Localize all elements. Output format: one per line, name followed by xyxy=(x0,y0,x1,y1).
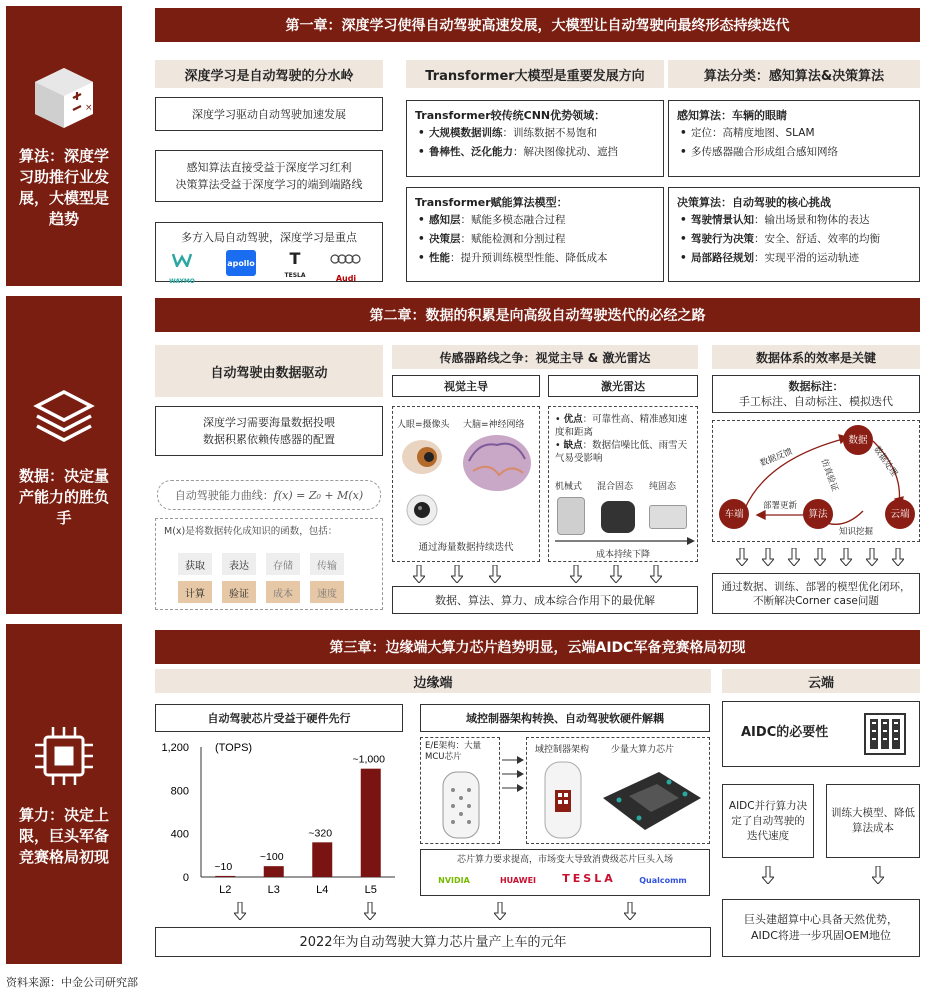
chip-board-icon xyxy=(599,768,705,834)
arrow-down-icon xyxy=(788,548,800,566)
lidar-type: 混合固态 xyxy=(597,482,634,492)
sidebar-algorithm xyxy=(6,6,122,286)
lidar-solid-icon xyxy=(649,505,687,529)
list-item: • 大规模数据训练：训练数据不易饱和 xyxy=(415,124,655,143)
mx-cell: 速度 xyxy=(310,581,344,603)
mx-cell: 验证 xyxy=(222,581,256,603)
cloud-box1: AIDC并行算力决定了自动驾驶的迭代速度 xyxy=(722,784,814,858)
chapter-2-title: 第二章：数据的积累是向高级自动驾驶迭代的必经之路 xyxy=(155,298,920,332)
list-item: • 决策层：赋能检测和分割过程 xyxy=(415,230,655,249)
ch1-col3-box2-title: 决策算法：自动驾驶的核心挑战 xyxy=(677,196,831,209)
arrow-down-icon xyxy=(866,548,878,566)
y-tick-label: 1,200 xyxy=(161,742,189,754)
bar xyxy=(264,866,284,877)
server-rack-icon xyxy=(863,712,907,756)
arrow-down-icon xyxy=(610,565,622,583)
vision-box xyxy=(392,406,540,562)
y-tick-label: 0 xyxy=(182,872,189,884)
chart-title: 自动驾驶芯片受益于硬件先行 xyxy=(155,704,403,732)
ch2-col2-bottom: 数据、算法、算力、成本综合作用下的最优解 xyxy=(392,586,698,614)
ch2-col3-title: 数据体系的效率是关键 xyxy=(712,345,920,369)
bar-chart xyxy=(155,735,405,901)
ch1-col2-box2 xyxy=(406,187,664,282)
cube-icon xyxy=(29,62,99,132)
sidebar-label: 数据：决定量产能力的胜负手 xyxy=(18,466,109,527)
car-topview-icon xyxy=(439,770,483,840)
data-label: ~10 xyxy=(214,860,233,873)
lidar-cons: • 缺点：数据信噪比低、雨雪天气易受影响 xyxy=(555,440,688,464)
lidar-pros: • 优点：可靠性高、精准感知速度和距离 xyxy=(555,414,688,438)
cost-note: 成本持续下降 xyxy=(595,550,650,560)
arrow-down-icon xyxy=(762,548,774,566)
apollo-logo-text: apollo xyxy=(227,258,255,268)
mx-label: M(x)是将数据转化成知识的函数，包括： xyxy=(164,526,338,537)
arrow-right-icon xyxy=(555,537,695,545)
car-topview-icon xyxy=(541,760,585,840)
x-tick-label: L4 xyxy=(316,884,329,896)
list-item: • 驾驶行为决策：安全、舒适、效率的均衡 xyxy=(677,230,911,249)
ch1-col2-title: Transformer大模型是重要发展方向 xyxy=(406,60,664,88)
vendors-note: 芯片算力要求提高，市场变大导致消费级芯片巨头入场 xyxy=(456,855,673,865)
edge-bottom: 2022年为自动驾驶大算力芯片量产上车的元年 xyxy=(155,927,711,957)
formula-label: 自动驾驶能力曲线： xyxy=(174,489,274,502)
ch2-col3-bottom: 通过数据、训练、部署的模型优化闭环，不断解决Corner case问题 xyxy=(712,573,920,614)
arrow-down-icon xyxy=(840,548,852,566)
list-item: • 性能：提升预训练模型性能、降低成本 xyxy=(415,249,655,268)
brain-label: 大脑=神经网络 xyxy=(463,420,525,430)
arrow-down-icon xyxy=(364,902,376,920)
lidar-hybrid-icon xyxy=(601,501,635,533)
aidc-box xyxy=(722,701,920,767)
ch1-col3-box1-title: 感知算法：车辆的眼睛 xyxy=(677,109,787,122)
vendors-box xyxy=(420,849,710,896)
ch2-col1-box1-line1: 深度学习需要海量数据投喂 xyxy=(203,416,335,429)
tesla-logo: TESLA xyxy=(562,872,616,885)
sidebar-compute xyxy=(6,624,122,964)
label-items: 手工标注、自动标注、模拟迭代 xyxy=(739,395,893,408)
arrow-down-icon xyxy=(413,565,425,583)
ch1-col1-box3-text: 多方入局自动驾驶，深度学习是重点 xyxy=(181,231,357,244)
ee-box xyxy=(420,737,500,844)
list-item: • 鲁棒性、泛化能力：解决图像扰动、遮挡 xyxy=(415,143,655,162)
formula: f(x) = Z₀ + M(x) xyxy=(273,488,364,502)
label-title: 数据标注： xyxy=(788,380,844,393)
waymo-logo-text: WAYMO xyxy=(169,278,195,285)
edge-label: 数据反馈 xyxy=(758,446,795,469)
tesla-logo: T TESLA xyxy=(278,251,312,284)
ch1-col3-box1 xyxy=(668,100,920,177)
camera-icon xyxy=(405,493,439,527)
data-label: ~1,000 xyxy=(352,753,385,766)
lidar-pros-cons xyxy=(555,413,695,465)
layers-icon xyxy=(29,382,99,452)
cloud-box2: 训练大模型、降低算法成本 xyxy=(826,784,920,858)
mx-cell: 存储 xyxy=(266,553,300,575)
apollo-logo xyxy=(226,250,256,276)
ch1-col2-box1 xyxy=(406,100,664,177)
aidc-title: AIDC的必要性 xyxy=(741,725,829,740)
ch1-col2-box1-title: Transformer较传统CNN优势领域： xyxy=(415,109,606,122)
arrow-down-icon xyxy=(650,565,662,583)
ch2-col1-box1-line2: 数据积累依赖传感器的配置 xyxy=(203,433,335,446)
list-item: • 驾驶情景认知：输出场景和物体的表达 xyxy=(677,211,911,230)
arrow-down-icon xyxy=(624,902,636,920)
lidar-mechanical-icon xyxy=(557,497,585,535)
ee-label: E/E架构：大量MCU芯片 xyxy=(425,741,482,762)
domain-title: 域控制器架构转换、自动驾驶软硬件解耦 xyxy=(420,704,710,732)
lidar-label: 激光雷达 xyxy=(548,375,698,397)
capability-formula xyxy=(157,480,381,510)
node-cloud: 云端 xyxy=(885,499,915,529)
vision-note: 通过海量数据持续迭代 xyxy=(418,542,514,553)
edge-label: 仿真验证 xyxy=(818,457,840,494)
list-item: • 局部路径规划：实现平滑的运动轨迹 xyxy=(677,249,911,268)
dc-label: 域控制器架构 xyxy=(535,745,590,755)
edge-label: 部署更新 xyxy=(763,501,798,511)
lidar-type: 机械式 xyxy=(555,482,583,492)
ch1-col3-title: 算法分类：感知算法&决策算法 xyxy=(668,60,920,88)
arrow-down-icon xyxy=(234,902,246,920)
ch2-col2-title: 传感器路线之争：视觉主导 & 激光雷达 xyxy=(392,345,698,369)
cloud-heading: 云端 xyxy=(722,669,920,693)
chip-label: 少量大算力芯片 xyxy=(611,745,675,755)
eye-label: 人眼=摄像头 xyxy=(397,420,450,430)
edge-label: 数据处理 xyxy=(871,444,900,479)
mx-cell: 表达 xyxy=(222,553,256,575)
arrow-right-icon xyxy=(502,754,524,794)
arrow-down-icon xyxy=(762,866,774,884)
mx-cell: 成本 xyxy=(266,581,300,603)
ch1-col1-title: 深度学习是自动驾驶的分水岭 xyxy=(155,60,383,88)
cloud-bottom: 巨头建超算中心具备天然优势，AIDC将进一步巩固OEM地位 xyxy=(722,899,920,957)
node-algorithm: 算法 xyxy=(803,499,833,529)
lidar-type: 纯固态 xyxy=(649,482,677,492)
arrow-down-icon xyxy=(892,548,904,566)
eye-icon xyxy=(399,437,445,477)
svg-text:×: × xyxy=(85,103,93,113)
edge-label: 知识挖掘 xyxy=(839,527,874,537)
arrow-down-icon xyxy=(570,565,582,583)
node-vehicle: 车端 xyxy=(719,499,749,529)
audi-logo xyxy=(328,253,364,287)
edge-heading: 边缘端 xyxy=(155,669,711,693)
y-axis-label: (TOPS) xyxy=(215,742,253,754)
arrow-down-icon xyxy=(814,548,826,566)
brain-icon xyxy=(459,431,535,497)
vision-label: 视觉主导 xyxy=(392,375,540,397)
ch1-col3-box2 xyxy=(668,187,920,282)
ch1-col2-box2-title: Transformer赋能算法模型： xyxy=(415,196,568,209)
lidar-box xyxy=(548,406,698,562)
data-label: ~100 xyxy=(259,851,284,864)
chip-icon xyxy=(29,721,99,791)
bar xyxy=(215,876,235,877)
list-item: • 多传感器融合形成组合感知网络 xyxy=(677,143,911,162)
ch1-col1-box2-line1: 感知算法直接受益于深度学习红利 xyxy=(186,161,352,174)
audi-logo-text: Audi xyxy=(335,274,357,283)
huawei-logo: HUAWEI xyxy=(499,876,537,885)
data-label: ~320 xyxy=(308,827,333,840)
sidebar-label: 算法：深度学习助推行业发展，大模型是趋势 xyxy=(18,147,109,228)
bar xyxy=(361,769,381,877)
waymo-logo xyxy=(162,253,202,290)
tesla-logo-text: TESLA xyxy=(284,272,306,279)
ch2-col1-title: 自动驾驶由数据驱动 xyxy=(155,345,383,397)
arrow-down-icon xyxy=(736,548,748,566)
bar xyxy=(312,842,332,877)
arrow-down-icon xyxy=(489,565,501,583)
arrow-down-icon xyxy=(872,866,884,884)
ch2-col1-box1 xyxy=(155,406,383,456)
mx-box xyxy=(155,518,383,610)
sidebar-label: 算力：决定上限，巨头军备竞赛格局初现 xyxy=(18,805,109,866)
sidebar-data xyxy=(6,296,122,614)
mx-cell: 计算 xyxy=(178,581,212,603)
y-tick-label: 400 xyxy=(170,828,189,841)
ch2-col3-label-box xyxy=(712,375,920,413)
list-item: • 感知层：赋能多模态融合过程 xyxy=(415,211,655,230)
x-tick-label: L5 xyxy=(364,884,377,896)
nvidia-logo: NVIDIA xyxy=(438,876,470,885)
ch1-col1-box3 xyxy=(155,222,383,285)
chapter-3-title: 第三章：边缘端大算力芯片趋势明显，云端AIDC军备竞赛格局初现 xyxy=(155,630,920,664)
data-loop-box xyxy=(712,420,920,542)
source-note: 资料来源：中金公司研究部 xyxy=(6,976,138,989)
ch1-col1-box2 xyxy=(155,150,383,202)
ch1-col1-box1: 深度学习驱动自动驾驶加速发展 xyxy=(155,97,383,131)
mx-cell: 传输 xyxy=(310,553,344,575)
domain-box xyxy=(526,737,710,844)
x-tick-label: L2 xyxy=(219,884,232,896)
ch1-col1-box2-line2: 决策算法受益于深度学习的端到端路线 xyxy=(175,178,363,191)
chapter-1-title: 第一章：深度学习使得自动驾驶高速发展，大模型让自动驾驶向最终形态持续迭代 xyxy=(155,8,920,42)
x-tick-label: L3 xyxy=(267,884,280,896)
arrow-down-icon xyxy=(451,565,463,583)
mx-cell: 获取 xyxy=(178,553,212,575)
y-tick-label: 800 xyxy=(170,785,189,798)
node-data: 数据 xyxy=(843,425,873,455)
qualcomm-logo: Qualcomm xyxy=(639,876,687,885)
list-item: • 定位：高精度地图、SLAM xyxy=(677,124,911,143)
arrow-down-icon xyxy=(494,902,506,920)
